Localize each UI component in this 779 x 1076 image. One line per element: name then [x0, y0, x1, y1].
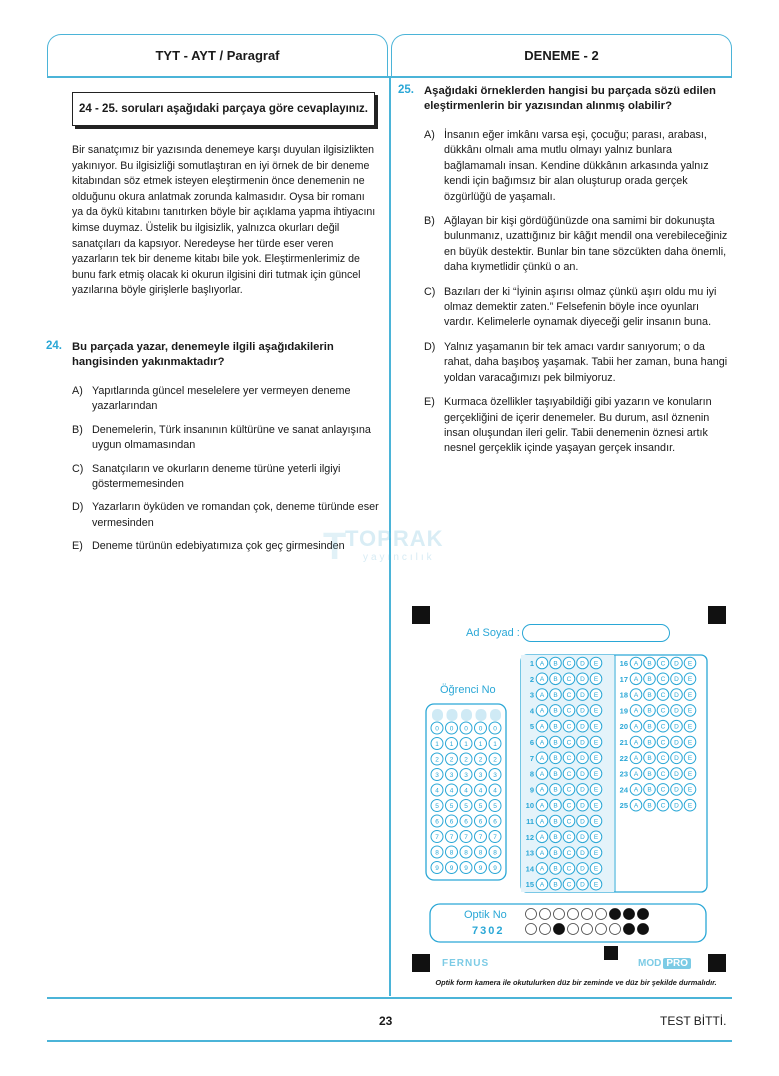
answer-letter: A [633, 755, 639, 763]
answer-number: 13 [525, 848, 534, 858]
answer-letter: B [553, 691, 558, 699]
answer-letter: D [580, 834, 585, 842]
answer-letter: E [687, 755, 693, 763]
answer-letter: E [593, 755, 599, 763]
student-no-digit: 8 [449, 849, 454, 857]
answer-letter: E [593, 739, 599, 747]
optik-no-label: Optik No [464, 909, 507, 921]
student-no-digit: 4 [435, 787, 439, 795]
optik-no-bubble [624, 924, 635, 935]
answer-letter: C [660, 707, 666, 715]
student-no-entry-cell [461, 709, 472, 721]
answer-letter: C [660, 802, 666, 810]
watermark-sub: yayıncılık [363, 552, 435, 563]
answer-letter: C [660, 770, 666, 778]
answer-number: 20 [619, 722, 628, 732]
answer-letter: E [687, 802, 693, 810]
answer-number: 10 [525, 801, 534, 811]
answer-letter: C [566, 770, 572, 778]
student-no-digit: 1 [435, 740, 439, 748]
answer-letter: D [580, 849, 585, 857]
student-no-digit: 8 [493, 849, 497, 857]
answer-letter: A [539, 849, 545, 857]
student-no-digit: 5 [478, 802, 483, 810]
answer-letter: B [553, 723, 558, 731]
answer-number: 17 [619, 674, 628, 684]
student-no-entry-cell [432, 709, 443, 721]
registration-mark [412, 954, 430, 972]
answer-letter: E [687, 660, 693, 668]
answer-letter: D [580, 802, 585, 810]
student-no-digit: 6 [493, 818, 497, 826]
optik-no-bubble [610, 924, 621, 935]
answer-letter: B [647, 723, 652, 731]
answer-letter: D [580, 755, 585, 763]
optik-no-bubble [540, 924, 551, 935]
student-no-digit: 0 [435, 725, 439, 733]
option-c[interactable]: C) Sanatçıların ve okurların deneme türüne yeterli ilgiyi göstermemesinden [72, 462, 341, 491]
answer-letter: E [593, 881, 599, 889]
answer-letter: D [674, 786, 679, 794]
passage-text: Bir sanatçımız bir yazısında denemeye karşı duyulan ilgisizlikten yakınıyor. Bu ilgisizliği somutlaştıran en iyi örnek de bir deneme kitabından söz etmek isteyen eleştirmenin önce denemenin ne olduğunu okura anlatmak zorunda kalmasıdır. Oysa bir romanı ya da öykü kitabını tanıtırken böyle bir açıklama yapma ihtiyacını kimse duymaz. Üstelik bu ilgisizlik, yalnızca okurları değil sanatçıları da kapsıyor. Neredeyse her türde eser veren yazarların tek bir deneme kitabı bile yok. Eleştirmenlerimiz de bunu fark etmiş olacak ki okurun ilgisini diri tutmak için güncel yazılarına böyle girişlerle başlıyorlar. [72, 144, 376, 297]
answer-letter: E [593, 818, 599, 826]
answer-letter: A [539, 770, 545, 778]
student-no-digit: 3 [464, 771, 468, 779]
optik-no-bubble [568, 924, 579, 935]
answer-letter: B [553, 707, 558, 715]
answer-number: 21 [619, 738, 628, 747]
answer-letter: B [553, 802, 558, 810]
student-no-digit: 0 [464, 725, 468, 733]
answer-letter: A [539, 723, 545, 731]
student-no-digit: 2 [435, 756, 439, 764]
student-no-digit: 5 [464, 802, 468, 810]
student-no-digit: 0 [493, 725, 497, 733]
answer-letter: C [566, 755, 572, 763]
student-no-entry-cell [490, 709, 501, 721]
answer-number: 1 [529, 659, 534, 668]
answer-number: 25 [619, 801, 628, 811]
answer-letter: A [633, 660, 639, 668]
answer-letter: C [566, 660, 572, 668]
answer-letter: B [553, 849, 558, 857]
answer-letter: A [539, 660, 545, 668]
optik-no-bubble [554, 909, 565, 920]
watermark-initial: T [323, 526, 347, 568]
answer-letter: C [566, 739, 572, 747]
option-e[interactable]: E) Kurmaca özellikler taşıyabildiği gibi yazarın ve konuların gerçekliğini de içerir denemeler. Bu durum, asıl öznenin insan oluşundan ileri gelir. Tabii denemenin öznesi artık nesnel gerçeklik içinde yaşayan gerçek insandır. [424, 396, 712, 455]
answer-number: 18 [619, 690, 628, 700]
optik-no-bubble [610, 909, 621, 920]
answer-letter: C [566, 834, 572, 842]
answer-letter: A [539, 818, 545, 826]
answer-letter: D [580, 865, 585, 873]
answer-number: 14 [525, 864, 534, 874]
answer-letter: E [687, 691, 693, 699]
answer-letter: A [633, 707, 639, 715]
answer-number: 6 [529, 738, 534, 747]
optik-no-bubble [554, 924, 565, 935]
answer-letter: E [687, 786, 693, 794]
answer-letter: C [660, 755, 666, 763]
answer-letter: C [660, 739, 666, 747]
student-no-digit: 3 [449, 771, 454, 779]
student-no-label: Öğrenci No [440, 684, 496, 696]
answer-letter: E [593, 660, 599, 668]
optik-no-bubble [582, 924, 593, 935]
answer-number: 3 [529, 690, 534, 700]
answer-letter: E [593, 865, 599, 873]
answer-letter: B [647, 691, 652, 699]
answer-letter: B [647, 707, 652, 715]
answer-letter: A [633, 739, 639, 747]
answer-letter: B [553, 770, 558, 778]
answer-number: 24 [619, 785, 628, 795]
option-b[interactable]: B) Ağlayan bir kişi gördüğünüzde ona samimi bir dokunuşta bulunmanız, uzattığınız bir kâğıt mendil ona verebileceğiniz en büyük destektir. Bunlar bin tane sözcükten daha önemli, daha kıymetlidir çünkü o an. [424, 215, 728, 274]
answer-letter: B [553, 786, 558, 794]
option-list [398, 128, 732, 457]
answer-letter: C [566, 786, 572, 794]
header-right-title: DENEME - 2 [391, 34, 732, 76]
name-label: Ad Soyad : [466, 627, 520, 639]
student-no-digit: 2 [493, 756, 497, 764]
answer-letter: A [539, 834, 545, 842]
question-number: 25. [398, 84, 414, 96]
student-no-digit: 2 [464, 756, 468, 764]
optik-note: Optik form kamera ile okutulurken düz bir zeminde ve düz bir şekilde durmalıdır. [435, 978, 717, 987]
student-no-digit: 7 [493, 833, 497, 841]
student-no-digit: 9 [449, 864, 454, 872]
student-no-digit: 6 [435, 818, 439, 826]
brand-pro-tag: PRO [663, 958, 691, 969]
answer-letter: A [539, 865, 545, 873]
answer-letter: A [633, 802, 639, 810]
answer-letter: C [566, 707, 572, 715]
student-no-digit: 7 [449, 833, 454, 841]
answer-letter: D [580, 691, 585, 699]
answer-letter: B [553, 881, 558, 889]
student-no-digit: 9 [493, 864, 497, 872]
answer-letter: A [539, 755, 545, 763]
answer-letter: E [593, 723, 599, 731]
registration-mark [708, 606, 726, 624]
answer-letter: B [647, 802, 652, 810]
student-no-digit: 4 [478, 787, 483, 795]
brand-mod: MOD PRO [638, 958, 691, 969]
answer-letter: D [674, 676, 679, 684]
answer-letter: C [566, 849, 572, 857]
optik-grid [406, 598, 736, 990]
answer-letter: A [539, 881, 545, 889]
student-no-digit: 1 [478, 740, 483, 748]
footer-divider-bottom [47, 1040, 732, 1042]
answer-letter: E [687, 770, 693, 778]
answer-number: 22 [619, 753, 628, 763]
answer-number: 2 [529, 674, 534, 684]
answer-letter: A [539, 707, 545, 715]
answer-letter: C [566, 818, 572, 826]
option-b[interactable]: B) Denemelerin, Türk insanının kültürüne ve sanat anlayışına uygun olmamasından [72, 423, 371, 452]
student-no-digit: 7 [435, 833, 439, 841]
answer-letter: A [539, 676, 545, 684]
answer-letter: E [687, 739, 693, 747]
optik-no-bubble [638, 909, 649, 920]
option-c[interactable]: C) Bazıları der ki “İyinin aşırısı olmaz çünkü aşırı oldu mu iyi olmaz demektir zaten.” Felsefenin böyle ince oyunları vardır. Kelimelerle oynamak diyeceği gelir insanın buna. [424, 285, 717, 329]
answer-number: 7 [529, 753, 534, 763]
answer-letter: E [593, 770, 599, 778]
registration-mark [412, 606, 430, 624]
answer-letter: E [593, 786, 599, 794]
answer-number: 12 [525, 832, 534, 842]
answer-number: 15 [525, 880, 534, 890]
student-no-digit: 5 [493, 802, 497, 810]
student-no-digit: 3 [435, 771, 439, 779]
optik-no-bubble [526, 909, 537, 920]
student-no-digit: 0 [449, 725, 454, 733]
student-no-digit: 0 [478, 725, 483, 733]
student-no-digit: 9 [464, 864, 468, 872]
answer-letter: E [593, 849, 599, 857]
answer-letter: B [553, 755, 558, 763]
footer-divider-top [47, 997, 732, 999]
answer-letter: C [566, 865, 572, 873]
answer-letter: B [553, 739, 558, 747]
student-no-digit: 4 [449, 787, 454, 795]
student-no-digit: 7 [478, 833, 483, 841]
answer-letter: C [566, 802, 572, 810]
answer-letter: A [633, 770, 639, 778]
answer-letter: B [647, 676, 652, 684]
student-no-digit: 1 [449, 740, 454, 748]
option-a[interactable]: A) Yapıtlarında güncel meselelere yer vermeyen deneme yazarlarından [72, 385, 351, 413]
student-no-digit: 1 [464, 740, 468, 748]
optik-no-bubble [540, 909, 551, 920]
optical-answer-form [406, 598, 736, 990]
answer-letter: D [580, 707, 585, 715]
optik-no-bubble [582, 909, 593, 920]
answer-letter: B [647, 660, 652, 668]
answer-number: 8 [529, 769, 534, 779]
answer-letter: A [539, 691, 545, 699]
student-no-digit: 8 [435, 849, 439, 857]
option-a[interactable]: A) İnsanın eğer imkânı varsa eşi, çocuğu; parası, arabası, dükkânı olmalı ama mutlu olmayı yalnız bunlara bağlamamalı insan. Kendine dükkânın arkasında yalnız kendi için bağımsız bir alan oluşturup orada gerçek özgürlüğü de yaşamalı. [424, 129, 709, 203]
answer-letter: A [539, 739, 545, 747]
answer-number: 11 [526, 817, 534, 826]
answer-letter: A [539, 802, 545, 810]
optik-no-bubble [568, 909, 579, 920]
optik-no-value: 7302 [472, 925, 505, 937]
answer-letter: C [660, 660, 666, 668]
student-no-digit: 3 [478, 771, 483, 779]
answer-letter: E [687, 723, 693, 731]
student-no-digit: 4 [493, 787, 497, 795]
answer-letter: D [580, 660, 585, 668]
answer-letter: C [660, 676, 666, 684]
registration-mark [604, 946, 618, 960]
student-no-digit: 2 [478, 756, 483, 764]
question-stem: Bu parçada yazar, denemeyle ilgili aşağıdakilerin hangisinden yakınmaktadır? [72, 341, 334, 368]
answer-number: 23 [619, 769, 628, 779]
student-no-digit: 5 [449, 802, 454, 810]
student-no-digit: 5 [435, 802, 439, 810]
answer-letter: D [674, 723, 679, 731]
question-25 [398, 84, 732, 466]
instruction-box: 24 - 25. soruları aşağıdaki parçaya göre cevaplayınız. [72, 92, 375, 126]
answer-letter: C [566, 691, 572, 699]
student-no-digit: 9 [435, 864, 439, 872]
student-no-digit: 7 [464, 833, 468, 841]
answer-letter: D [674, 739, 679, 747]
answer-number: 5 [529, 722, 534, 732]
answer-letter: A [633, 786, 639, 794]
answer-letter: B [553, 676, 558, 684]
answer-letter: E [687, 676, 693, 684]
student-no-entry-cell [476, 709, 487, 721]
answer-letter: A [633, 723, 639, 731]
answer-letter: D [580, 739, 585, 747]
answer-letter: A [633, 676, 639, 684]
answer-number: 9 [529, 785, 534, 795]
answer-letter: E [593, 691, 599, 699]
answer-letter: D [580, 818, 585, 826]
publisher-watermark [323, 526, 473, 572]
answer-number: 16 [619, 659, 628, 668]
answer-letter: D [580, 676, 585, 684]
answer-letter: C [660, 723, 666, 731]
answer-letter: C [566, 881, 572, 889]
answer-letter: C [566, 723, 572, 731]
answer-letter: D [674, 802, 679, 810]
answer-letter: E [593, 834, 599, 842]
student-no-digit: 6 [464, 818, 468, 826]
answer-letter: B [647, 755, 652, 763]
answer-letter: B [553, 865, 558, 873]
answer-letter: D [674, 691, 679, 699]
student-no-digit: 6 [478, 818, 483, 826]
answer-letter: D [674, 755, 679, 763]
answer-letter: D [580, 723, 585, 731]
answer-letter: C [660, 786, 666, 794]
answer-letter: A [539, 786, 545, 794]
answer-letter: D [580, 786, 585, 794]
optik-no-bubble [624, 909, 635, 920]
student-no-digit: 9 [478, 864, 483, 872]
student-no-digit: 8 [478, 849, 483, 857]
answer-letter: B [647, 739, 652, 747]
optik-no-bubble [526, 924, 537, 935]
student-no-entry-cell [447, 709, 458, 721]
answer-number: 19 [619, 706, 628, 716]
registration-mark [708, 954, 726, 972]
answer-letter: B [647, 786, 652, 794]
header-left-title: TYT - AYT / Paragraf [47, 34, 388, 76]
answer-letter: D [580, 881, 585, 889]
brand-fernus: FERNUS [442, 958, 490, 969]
answer-letter: D [580, 770, 585, 778]
answer-letter: E [687, 707, 693, 715]
student-no-digit: 4 [464, 787, 468, 795]
option-e[interactable]: E) Deneme türünün edebiyatımıza çok geç girmesinden [72, 540, 345, 553]
test-end-text: TEST BİTTİ. [660, 1014, 727, 1028]
answer-letter: B [553, 660, 558, 668]
answer-letter: B [553, 834, 558, 842]
student-no-digit: 8 [464, 849, 468, 857]
name-input[interactable] [522, 624, 670, 642]
answer-letter: B [553, 818, 558, 826]
student-no-digit: 3 [493, 771, 497, 779]
student-no-digit: 6 [449, 818, 454, 826]
answer-number: 4 [529, 706, 534, 716]
option-d[interactable]: D) Yazarların öyküden ve romandan çok, deneme türünde eser vermesinden [72, 501, 379, 529]
answer-letter: D [674, 770, 679, 778]
answer-letter: B [647, 770, 652, 778]
question-stem: Aşağıdaki örneklerden hangisi bu parçada sözü edilen eleştirmenlerin bir yazısından alınmış olabilir? [424, 85, 716, 112]
student-no-digit: 2 [449, 756, 454, 764]
optik-no-bubble [596, 924, 607, 935]
page-number: 23 [379, 1014, 393, 1028]
question-number: 24. [46, 340, 62, 352]
option-d[interactable]: D) Yalnız yaşamanın bir tek amacı vardır sanıyorum; o da rahat, daha başıboş yaşamak. Tabii her zaman, buna hangi yoldan varacağımızı pek bilmiyoruz. [424, 340, 728, 384]
answer-letter: D [674, 707, 679, 715]
student-no-digit: 1 [493, 740, 497, 748]
answer-letter: C [566, 676, 572, 684]
answer-letter: D [674, 660, 679, 668]
optik-no-bubble [596, 909, 607, 920]
answer-letter: E [593, 676, 599, 684]
watermark-main: TOPRAK [345, 526, 444, 551]
answer-letter: E [593, 802, 599, 810]
optik-no-bubble [638, 924, 649, 935]
answer-letter: A [633, 691, 639, 699]
answer-letter: C [660, 691, 666, 699]
answer-letter: E [593, 707, 599, 715]
